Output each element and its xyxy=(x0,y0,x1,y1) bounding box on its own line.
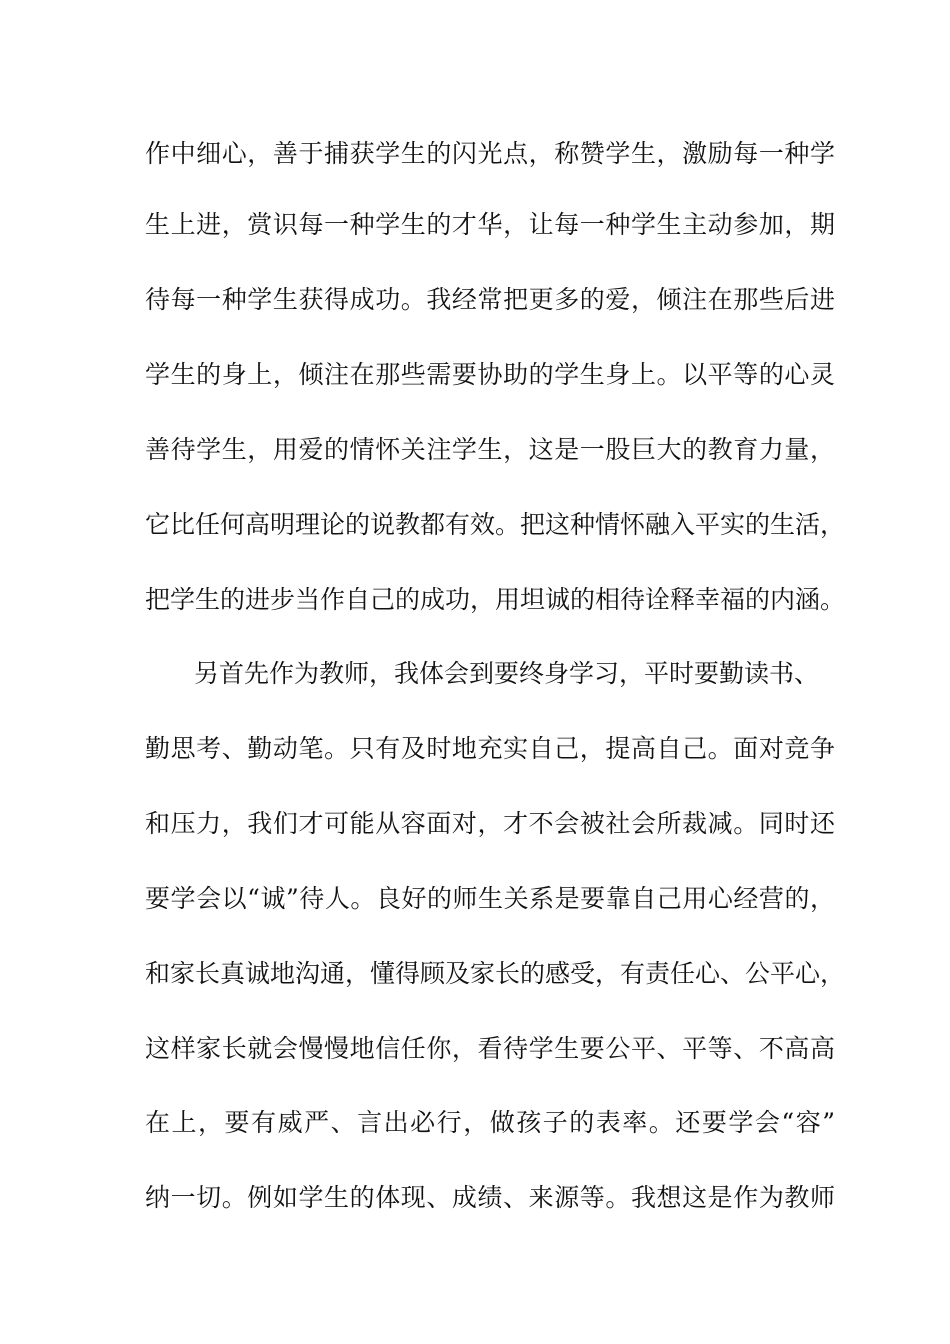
text-line-7: 把学生的进步当作自己的成功，用坦诚的相待诠释幸福的内涵。 xyxy=(145,585,846,614)
text-line-9: 勤思考、勤动笔。只有及时地充实自己，提高自己。面对竞争 xyxy=(145,734,835,763)
text-line-3: 待每一种学生获得成功。我经常把更多的爱，倾注在那些后进 xyxy=(145,285,835,314)
text-line-1: 作中细心，善于捕获学生的闪光点，称赞学生，激励每一种学 xyxy=(145,139,835,168)
text-line-10: 和压力，我们才可能从容面对，才不会被社会所裁减。同时还 xyxy=(145,809,835,838)
text-line-2: 生上进，赏识每一种学生的才华，让每一种学生主动参加，期 xyxy=(145,210,835,239)
text-line-12: 和家长真诚地沟通，懂得顾及家长的感受，有责任心、公平心， xyxy=(145,959,846,988)
text-line-5: 善待学生，用爱的情怀关注学生，这是一股巨大的教育力量， xyxy=(145,435,835,464)
text-line-4: 学生的身上，倾注在那些需要协助的学生身上。以平等的心灵 xyxy=(145,360,835,389)
text-line-15: 纳一切。例如学生的体现、成绩、来源等。我想这是作为教师 xyxy=(145,1183,835,1212)
text-line-8: 另首先作为教师，我体会到要终身学习，平时要勤读书、 xyxy=(194,659,820,688)
text-line-13: 这样家长就会慢慢地信任你，看待学生要公平、平等、不高高 xyxy=(145,1034,835,1063)
text-line-11: 要学会以“诚”待人。良好的师生关系是要靠自己用心经营的， xyxy=(145,884,835,913)
text-line-6: 它比任何高明理论的说教都有效。把这种情怀融入平实的生活， xyxy=(145,510,846,539)
text-line-14: 在上，要有威严、言出必行，做孩子的表率。还要学会“容” xyxy=(145,1108,835,1137)
